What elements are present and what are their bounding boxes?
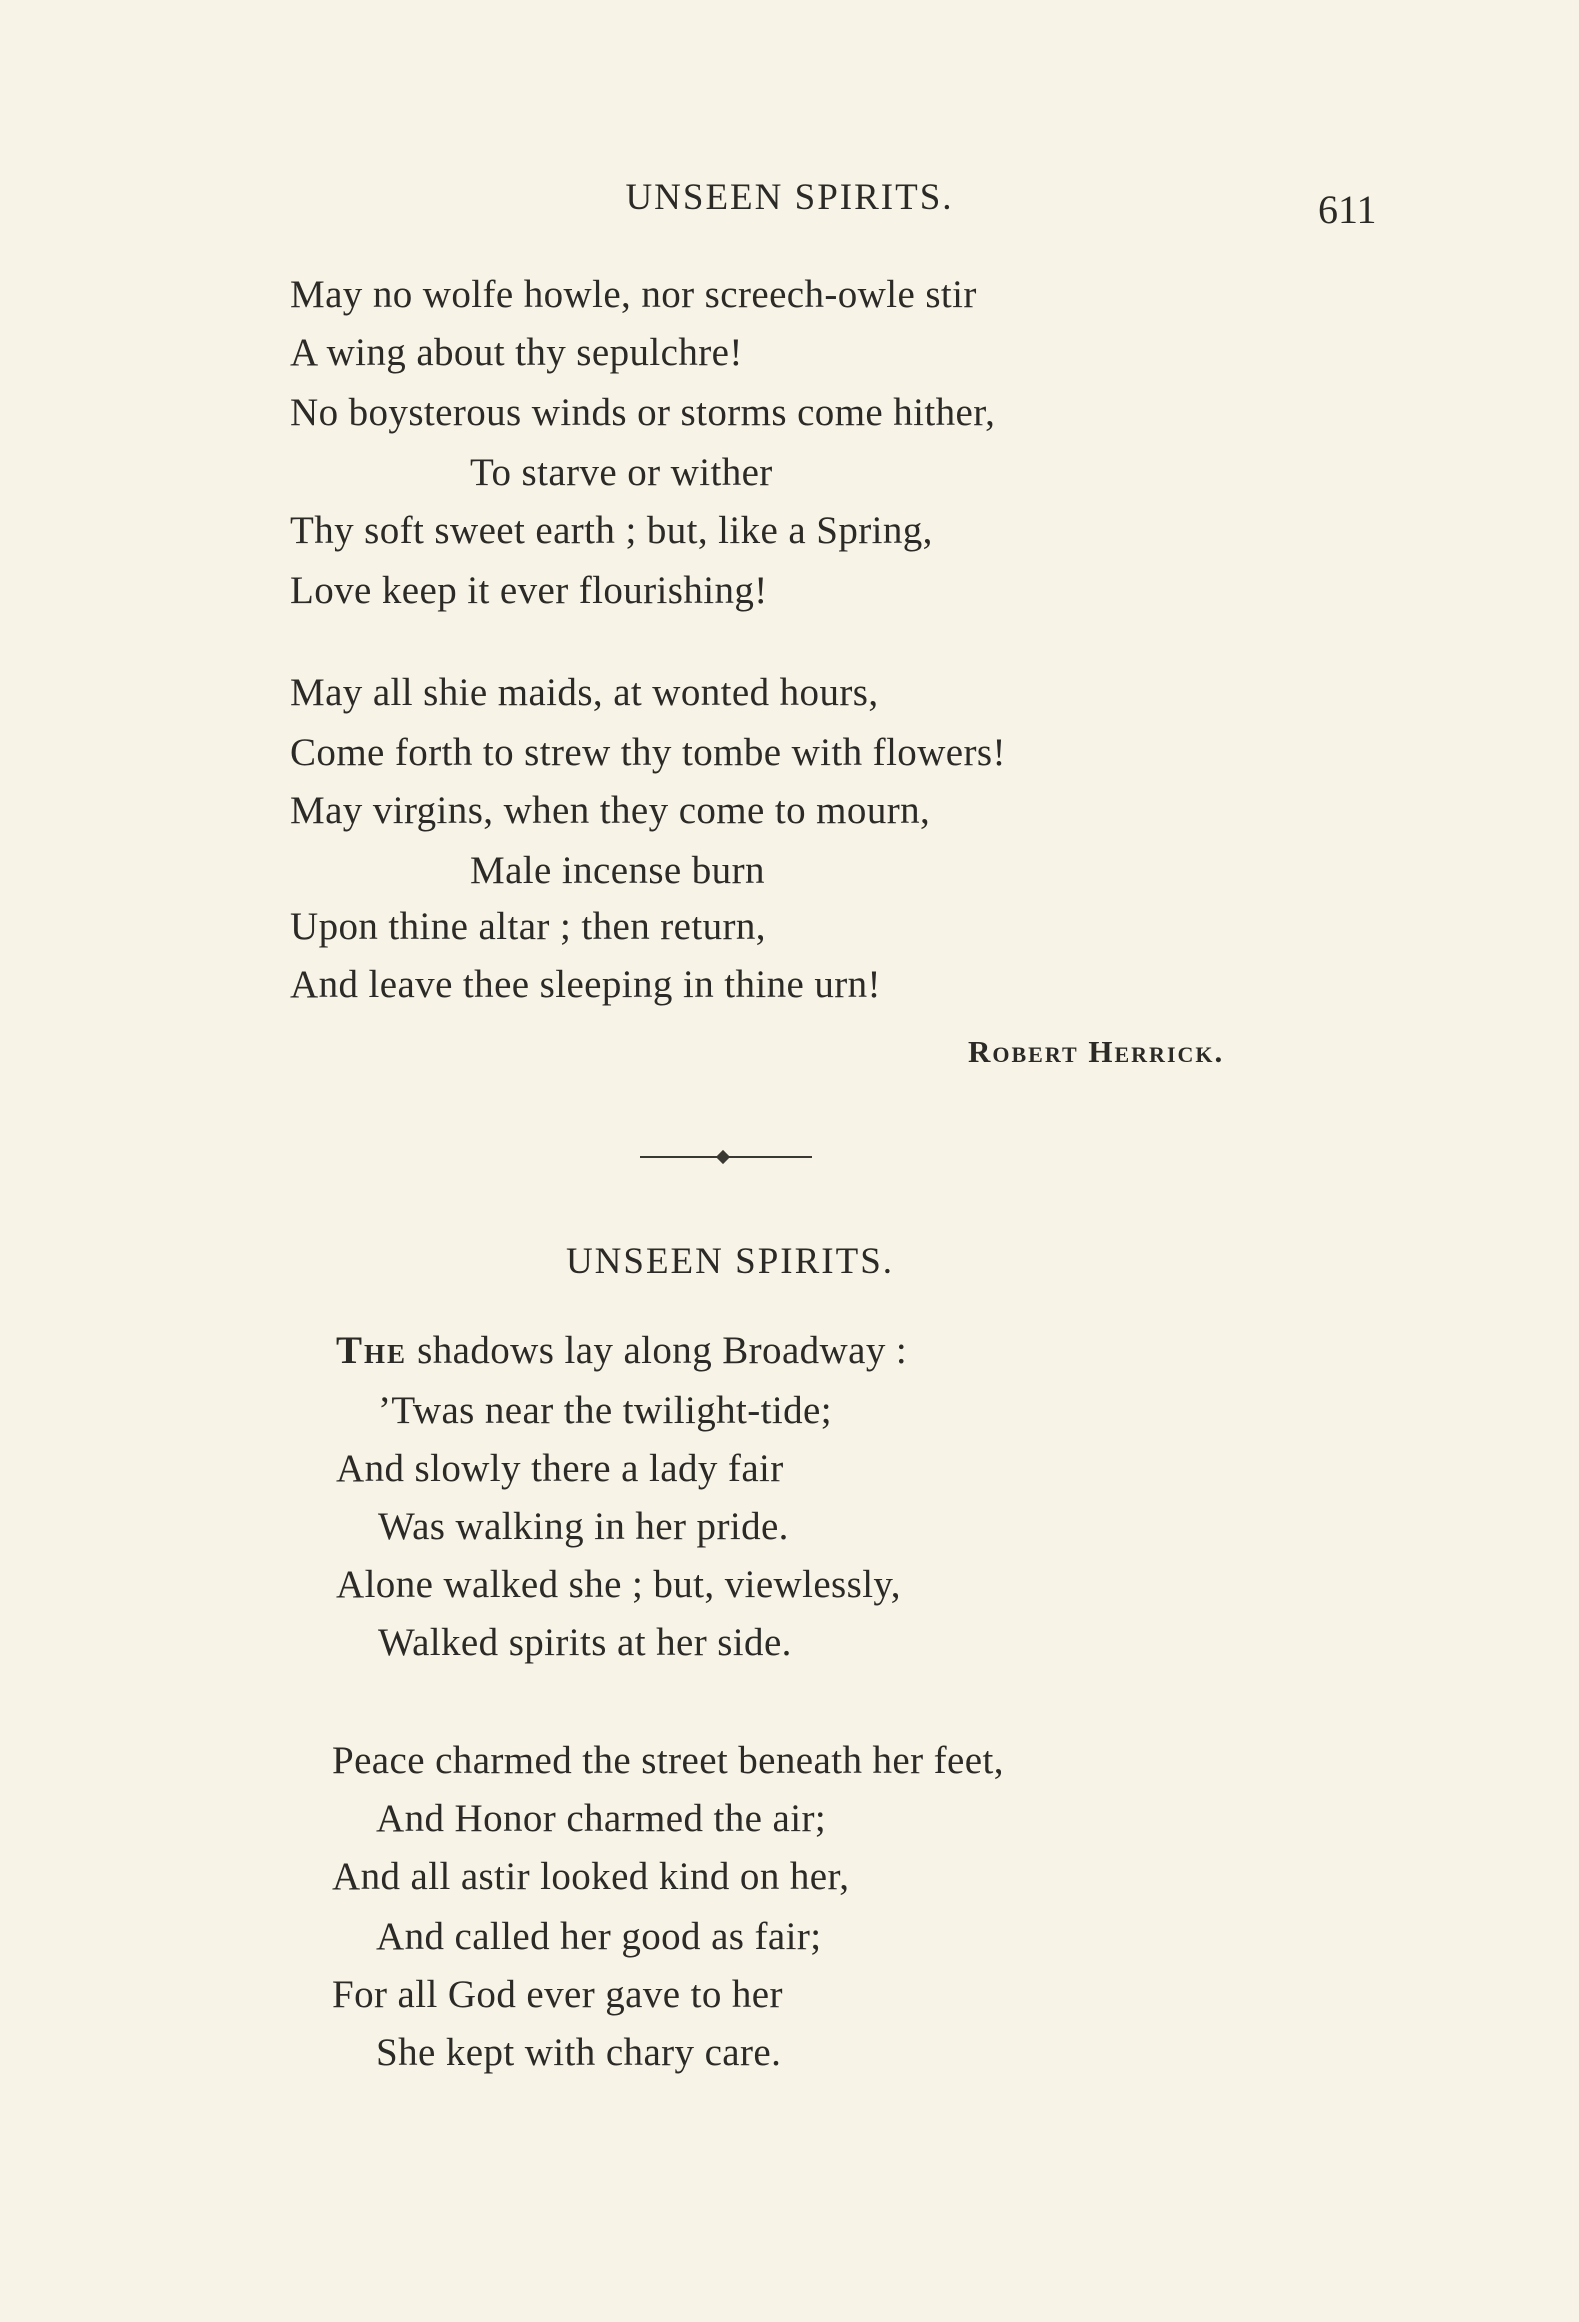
poem-line: For all God ever gave to her [332, 1973, 783, 2016]
poem-line: Male incense burn [470, 849, 765, 892]
section-divider [640, 1152, 812, 1162]
first-line-text: shadows lay along Broadway : [407, 1329, 908, 1372]
poem-line: And leave thee sleeping in thine urn! [290, 963, 881, 1006]
page-number: 611 [1318, 187, 1377, 232]
poem-line: And all astir looked kind on her, [332, 1855, 850, 1898]
poem-line [336, 1328, 907, 1373]
poem-line: Thy soft sweet earth ; but, like a Spring, [290, 509, 933, 552]
poem-line: Peace charmed the street beneath her feet, [332, 1739, 1004, 1782]
poem-line: Upon thine altar ; then return, [290, 905, 766, 948]
poem-line: May all shie maids, at wonted hours, [290, 671, 879, 714]
poem-line: She kept with chary care. [376, 2031, 782, 2074]
poem-line: No boysterous winds or storms come hither, [290, 391, 996, 434]
poem-line: And slowly there a lady fair [336, 1447, 784, 1490]
poem-line: Love keep it ever flourishing! [290, 569, 768, 612]
poem-line: Was walking in her pride. [378, 1505, 789, 1548]
poem-line: And Honor charmed the air; [376, 1797, 827, 1840]
poem-line: May virgins, when they come to mourn, [290, 789, 931, 832]
poem-line: A wing about thy sepulchre! [290, 331, 743, 374]
poem-author: Robert Herrick. [968, 1034, 1225, 1069]
poem-line: ’Twas near the twilight-tide; [378, 1389, 832, 1432]
poem-line: Alone walked she ; but, viewlessly, [336, 1563, 901, 1606]
poem-title: UNSEEN SPIRITS. [565, 1241, 895, 1282]
drop-word: The [336, 1329, 408, 1372]
poem-line: Walked spirits at her side. [378, 1621, 792, 1664]
poem-line: May no wolfe howle, nor screech-owle stir [290, 273, 977, 316]
poem-line: And called her good as fair; [376, 1915, 822, 1958]
poem-line: To starve or wither [470, 451, 773, 494]
running-head-title: UNSEEN SPIRITS. [625, 177, 954, 218]
poem-line: Come forth to strew thy tombe with flowers! [290, 731, 1006, 774]
